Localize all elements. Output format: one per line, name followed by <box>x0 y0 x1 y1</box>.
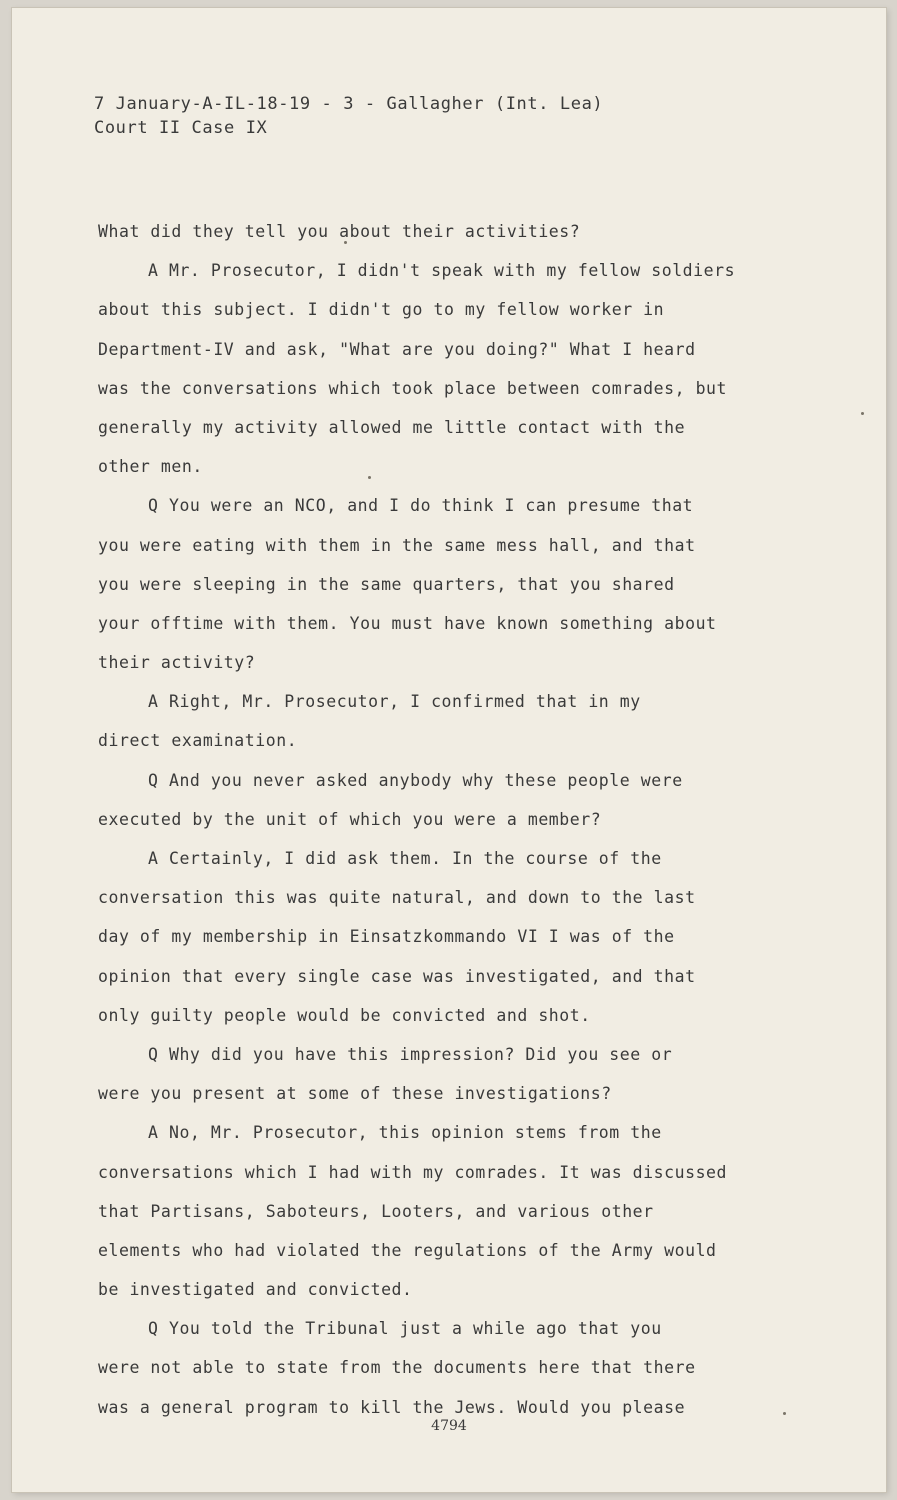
transcript-line: you were sleeping in the same quarters, that you shared <box>98 574 675 594</box>
transcript-line: A Mr. Prosecutor, I didn't speak with my fellow soldiers <box>148 261 736 281</box>
document-page <box>12 8 886 1492</box>
paper-speck <box>783 1412 786 1415</box>
transcript-line: Q Why did you have this impression? Did you see or <box>148 1044 673 1064</box>
transcript-line: be investigated and convicted. <box>98 1280 413 1300</box>
transcript-line: conversations which I had with my comrades. It was discussed <box>98 1162 728 1182</box>
transcript-line: were you present at some of these investigations? <box>98 1084 612 1104</box>
transcript-line: only guilty people would be convicted and shot. <box>98 1005 591 1025</box>
transcript-line: Q You told the Tribunal just a while ago that you <box>148 1319 662 1339</box>
page-number: 4794 <box>431 1418 467 1434</box>
transcript-line: was the conversations which took place between comrades, but <box>98 378 728 398</box>
header-reference-line: 7 January-A-IL-18-19 - 3 - Gallagher (Int. Lea) <box>94 94 604 114</box>
paper-speck <box>368 476 371 479</box>
transcript-line: elements who had violated the regulations of the Army would <box>98 1240 717 1260</box>
transcript-line: were not able to state from the documents here that there <box>98 1358 696 1378</box>
transcript-line: was a general program to kill the Jews. Would you please <box>98 1397 686 1417</box>
transcript-line: Q And you never asked anybody why these people were <box>148 770 683 790</box>
transcript-line: A Right, Mr. Prosecutor, I confirmed that in my <box>148 692 641 712</box>
transcript-body <box>98 212 838 1427</box>
transcript-line: day of my membership in Einsatzkommando VI I was of the <box>98 927 675 947</box>
transcript-line: that Partisans, Saboteurs, Looters, and various other <box>98 1201 654 1221</box>
transcript-line: opinion that every single case was investigated, and that <box>98 966 696 986</box>
header-court-line: Court II Case IX <box>94 118 268 138</box>
transcript-line: A No, Mr. Prosecutor, this opinion stems from the <box>148 1123 662 1143</box>
transcript-line: about this subject. I didn't go to my fellow worker in <box>98 300 665 320</box>
paper-speck <box>861 412 864 415</box>
transcript-line: What did they tell you about their activities? <box>98 222 581 241</box>
transcript-line: your offtime with them. You must have known something about <box>98 613 717 633</box>
transcript-line: conversation this was quite natural, and down to the last <box>98 888 696 908</box>
transcript-line: Q You were an NCO, and I do think I can presume that <box>148 496 694 516</box>
paper-speck <box>344 241 347 244</box>
transcript-line: other men. <box>98 457 203 477</box>
transcript-line: their activity? <box>98 653 256 673</box>
transcript-line: you were eating with them in the same mess hall, and that <box>98 535 696 555</box>
transcript-line: executed by the unit of which you were a member? <box>98 809 602 829</box>
transcript-line: direct examination. <box>98 731 298 751</box>
transcript-line: Department-IV and ask, "What are you doing?" What I heard <box>98 339 696 359</box>
transcript-line: A Certainly, I did ask them. In the course of the <box>148 849 662 868</box>
transcript-line: generally my activity allowed me little contact with the <box>98 417 686 437</box>
